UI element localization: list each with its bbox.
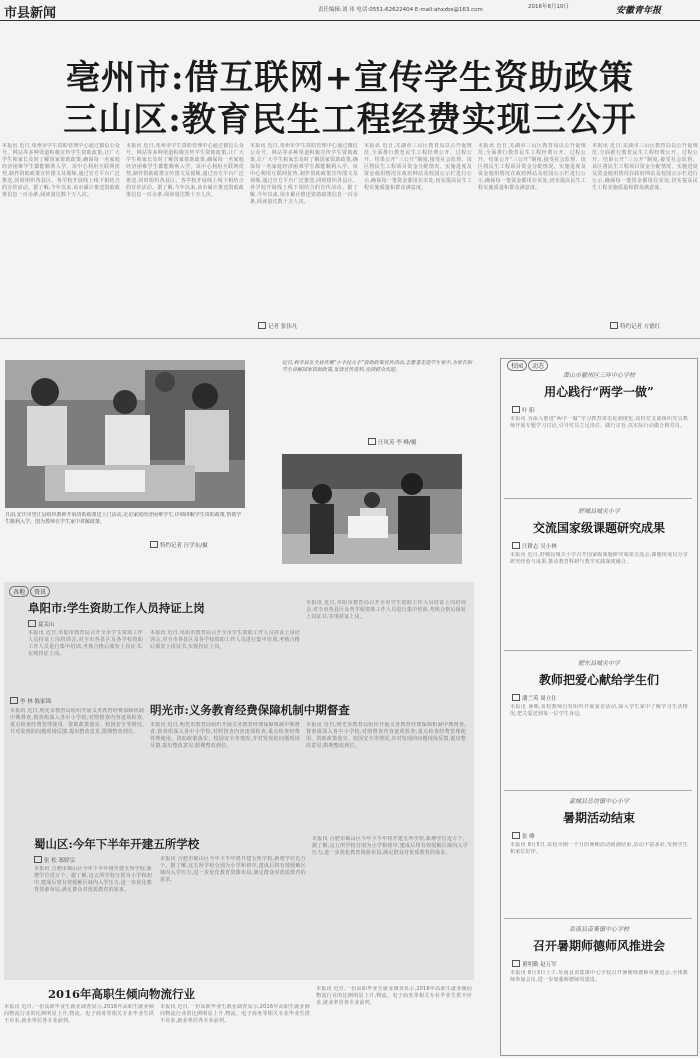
- main-body-col-4: 本报讯 近日,芜湖市三山区教育局以公开促规范,全面推行教育民生工程经费公开、过程公开、结果公开“三公开”制度,接受社会监督。该区将民生工程项目资金分配情况、实施进度及资金使用情况在政府网站及校园公示栏进行公示,确保每一笔资金都用在实处,切实提高民生工程实施质量和群众满意度。: [364, 143, 472, 191]
- sidebar-byline: 董明勤 赵万军: [512, 960, 694, 968]
- sidebar-title: 暑期活动结束: [562, 811, 635, 825]
- photo-left: [5, 360, 245, 508]
- shushan-text-3: 本报讯 合肥市蜀山区今年下半年将开建五所学校,新增学位近万个。据了解,这五所学校分别为小学和初中,建成后将有效缓解区域内入学压力,进一步优化教育资源布局,满足群众对优质教育的需求。: [312, 836, 468, 856]
- section-title: 市县新闻: [4, 6, 57, 21]
- byline-box-icon: [10, 697, 18, 704]
- sidebar-title: 召开暑期师德师风推进会: [532, 939, 665, 953]
- sidebar-text: 本报讯 8月3日上午,阜南县苗集镇中心学校召开暑期师德师风推进会,全体教师参加会议,进一步加强师德师风建设。: [510, 970, 688, 983]
- masthead-logo: 安徽青年报: [616, 6, 662, 16]
- byline-box-icon: [512, 542, 520, 549]
- sidebar-title: 教师把爱心献给学生们: [538, 673, 659, 687]
- fuyang-text-1: 本报讯 近日,阜阳市教育局召开全市学生资助工作人员持证上岗培训会,对全市各县区及各学校资助工作人员进行集中培训,考核合格后颁发上岗证书,实现持证上岗。: [28, 630, 143, 657]
- shushan-text-2: 本报讯 合肥市蜀山区今年下半年将开建五所学校,新增学位近万个。据了解,这五所学校分别为小学和初中,建成后将有效缓解区域内入学压力,进一步优化教育资源布局,满足群众对优质教育的需求。: [160, 856, 306, 883]
- byline-box-icon: [512, 406, 520, 413]
- sidebar-byline: 叶 阳: [512, 406, 694, 414]
- sidebar-byline: 张 峰: [512, 832, 694, 840]
- main-body-col-1: 本报讯 近日,亳州市学生资助管理中心通过微信公众号、网站等多种渠道积极宣传学生资助政策,让广大学生和家长及时了解国家资助政策,确保每一名家庭经济困难学生都能顺利入学。该中心利用互联网优势,制作资助政策宣传图文及视频,通过官方平台广泛推送,同时组织各县区、各学校开展线上线下相结合的宣传活动。据了解,今年以来,该市累计推送资助政策信息一百余条,阅读量达数十万人次。: [2, 143, 120, 198]
- fuyang-text-2: 本报讯 近日,阜阳市教育局召开全市学生资助工作人员持证上岗培训会,对全市各县区及各学校资助工作人员进行集中培训,考核合格后颁发上岗证书,实现持证上岗。: [150, 630, 300, 650]
- byline-box-icon: [150, 541, 158, 548]
- page-header: [0, 0, 700, 21]
- main-body-col-6: 本报讯 近日,芜湖市三山区教育局以公开促规范,全面推行教育民生工程经费公开、过程公开、结果公开“三公开”制度,接受社会监督。该区将民生工程项目资金分配情况、实施进度及资金使用情况在政府网站及校园公示栏进行公示,确保每一笔资金都用在实处,切实提高民生工程实施质量和群众满意度。: [592, 143, 698, 191]
- sidebar-divider: [504, 650, 692, 651]
- sidebar-title: 交流国家级课题研究成果: [532, 521, 665, 535]
- vocation-text-1: 本报讯 近日,一份高职毕业生就业调查显示,2016年高职生就业倾向物流行业的比例明显上升,物流、电子商务等相关专业毕业生供不应求,就业率居各专业前列。: [4, 1004, 154, 1024]
- photo-left-caption: 日前,安庆市望江县组织教师开展资助政策送上门活动,走访家庭经济困难学生,详细讲解学生资助政策,帮助学生顺利入学。图为教师在学生家中讲解政策。: [5, 512, 242, 525]
- byline-box-icon: [512, 694, 520, 701]
- sidebar-text: 本报讯 近日,舒城县城关小学召开国家级课题研究成果交流会,课题组成员分享研究经验与成果,推动教育科研与教学实践深度融合。: [510, 552, 688, 565]
- sidebar-byline: 汪耕志 吴小林: [512, 542, 694, 550]
- sidebar-item-1: [504, 370, 694, 474]
- sidebar-item-2: [504, 506, 694, 610]
- sidebar-divider: [504, 498, 692, 499]
- byline-box-icon: [34, 856, 42, 863]
- main-byline-2: 特约记者 方德红: [610, 322, 660, 330]
- byline-box-icon: [512, 960, 520, 967]
- byline-box-icon: [368, 438, 376, 445]
- photo-left-byline: 特约记者 汪学东/摄: [150, 541, 208, 549]
- section-divider: [0, 338, 700, 339]
- main-body-col-3: 本报讯 近日,亳州市学生资助管理中心通过微信公众号、网站等多种渠道积极宣传学生资助政策,让广大学生和家长及时了解国家资助政策,确保每一名家庭经济困难学生都能顺利入学。该中心利用互联网优势,制作资助政策宣传图文及视频,通过官方平台广泛推送,同时组织各县区、各学校开展线上线下相结合的宣传活动。据了解,今年以来,该市累计推送资助政策信息一百余条,阅读量达数十万人次。: [250, 143, 358, 205]
- main-body-col-2: 本报讯 近日,亳州市学生资助管理中心通过微信公众号、网站等多种渠道积极宣传学生资助政策,让广大学生和家长及时了解国家资助政策,确保每一名家庭经济困难学生都能顺利入学。该中心利用互联网优势,制作资助政策宣传图文及视频,通过官方平台广泛推送,同时组织各县区、各学校开展线上线下相结合的宣传活动。据了解,今年以来,该市累计推送资助政策信息一百余条,阅读量达数十万人次。: [126, 143, 244, 198]
- fuyang-headline: 阜阳市:学生资助工作人员持证上岗: [28, 601, 205, 615]
- byline-box-icon: [512, 832, 520, 839]
- shushan-byline: 张 松 郑婷宗: [34, 856, 75, 864]
- photo-left-image: [5, 360, 245, 508]
- sidebar-divider: [504, 918, 692, 919]
- sidebar-item-3: [504, 658, 694, 762]
- shushan-text-1: 本报讯 合肥市蜀山区今年下半年将开建五所学校,新增学位近万个。据了解,这五所学校分别为小学和初中,建成后将有效缓解区域内入学压力,进一步优化教育资源布局,满足群众对优质教育的需求。: [34, 866, 152, 893]
- mingguang-text-2: 本报讯 近日,明光市教育局组织开展义务教育经费保障机制中期督查,督查组深入各中小学校,对照督查内容逐项检查,重点检查经费管理使用、资助政策落实、校园安全等情况,并对发现的问题现场反馈,提出整改意见,限期整改到位。: [150, 722, 300, 749]
- sidebar-byline: 潘兰英 周立仕: [512, 694, 694, 702]
- sidebar-item-4: [504, 796, 694, 900]
- issue-date: 2016年8月10日: [528, 4, 569, 10]
- sidebar-item-5: [504, 924, 694, 1042]
- sidebar-school: 黄山市徽州区三环中心学校: [562, 372, 635, 379]
- mingguang-byline: 李 林 陈家锦: [10, 697, 51, 705]
- editor-contact: 责任编辑:刘 玮 电话:0551-62622404 E-mail:ahxzbs@163.com: [318, 7, 483, 13]
- main-headline-1: 亳州市:借互联网+宣传学生资助政策: [65, 58, 635, 98]
- sidebar-text: 本报讯 暑期,该校教师自发组织开展家访活动,深入学生家中了解学习生活情况,把关爱送到每一位学生身边。: [510, 704, 688, 717]
- main-byline-1: 记者 张伟凡: [258, 322, 297, 330]
- byline-box-icon: [28, 620, 36, 627]
- mingguang-text-1: 本报讯 近日,明光市教育局组织开展义务教育经费保障机制中期督查,督查组深入各中小学校,对照督查内容逐项检查,重点检查经费管理使用、资助政策落实、校园安全等情况,并对发现的问题现场反馈,提出整改意见,限期整改到位。: [10, 708, 144, 735]
- photo-right-caption: 近日,利辛县在全县开展“小手拉大手”资助政策宣传活动,志愿者走进学生家中,为家长和学生讲解国家资助政策,发放宣传资料,受到群众欢迎。: [282, 360, 472, 373]
- mingguang-text-3: 本报讯 近日,明光市教育局组织开展义务教育经费保障机制中期督查,督查组深入各中小学校,对照督查内容逐项检查,重点检查经费管理使用、资助政策落实、校园安全等情况,并对发现的问题现场反馈,提出整改意见,限期整改到位。: [306, 722, 466, 749]
- byline-box-icon: [258, 322, 266, 329]
- sidebar-school: 肥东县城关中学: [577, 660, 620, 667]
- main-body-col-5: 本报讯 近日,芜湖市三山区教育局以公开促规范,全面推行教育民生工程经费公开、过程公开、结果公开“三公开”制度,接受社会监督。该区将民生工程项目资金分配情况、实施进度及资金使用情况在政府网站及校园公示栏进行公示,确保每一笔资金都用在实处,切实提高民生工程实施质量和群众满意度。: [478, 143, 586, 191]
- sidebar-divider: [504, 790, 692, 791]
- photo-right-image: [282, 454, 462, 564]
- shushan-headline: 蜀山区:今年下半年开建五所学校: [34, 837, 200, 851]
- sidebar-school: 蒙城县岳坊镇中心小学: [568, 798, 629, 805]
- byline-box-icon: [610, 322, 618, 329]
- sidebar-title: 用心践行“两学一做”: [544, 385, 654, 399]
- main-headline-2: 三山区:教育民生工程经费实现三公开: [63, 100, 637, 140]
- vocation-text-2: 本报讯 近日,一份高职毕业生就业调查显示,2016年高职生就业倾向物流行业的比例明显上升,物流、电子商务等相关专业毕业生供不应求,就业率居各专业前列。: [160, 1004, 310, 1024]
- photo-right-byline: 汪凤英 李 峰/摄: [368, 438, 416, 446]
- vocation-headline: 2016年高职生倾向物流行业: [48, 987, 196, 1001]
- sidebar-school: 阜南县苗集镇中心学校: [568, 926, 629, 933]
- county-news-tag: 各地 资讯: [8, 586, 50, 597]
- campus-tag: 校园 动态: [506, 360, 548, 371]
- fuyang-byline: 夏关山: [28, 620, 55, 628]
- sidebar-text: 本报讯 为深入推进“两学一做”学习教育常态化制度化,该校党支部组织党员教师开展专题学习讨论,引导党员立足岗位、践行宗旨,以实际行动做合格党员。: [510, 416, 688, 429]
- mingguang-headline: 明光市:义务教育经费保障机制中期督查: [150, 703, 350, 717]
- photo-right: [282, 454, 462, 564]
- sidebar-school: 舒城县城关小学: [577, 508, 620, 515]
- vocation-text-3: 本报讯 近日,一份高职毕业生就业调查显示,2016年高职生就业倾向物流行业的比例明显上升,物流、电子商务等相关专业毕业生供不应求,就业率居各专业前列。: [316, 986, 472, 1006]
- fuyang-text-3: 本报讯 近日,阜阳市教育局召开全市学生资助工作人员持证上岗培训会,对全市各县区及各学校资助工作人员进行集中培训,考核合格后颁发上岗证书,实现持证上岗。: [306, 600, 466, 620]
- sidebar-text: 本报讯 8月5日,该校为期一个月的暑期活动圆满结束,活动丰富多彩,受到学生和家长好评。: [510, 842, 688, 855]
